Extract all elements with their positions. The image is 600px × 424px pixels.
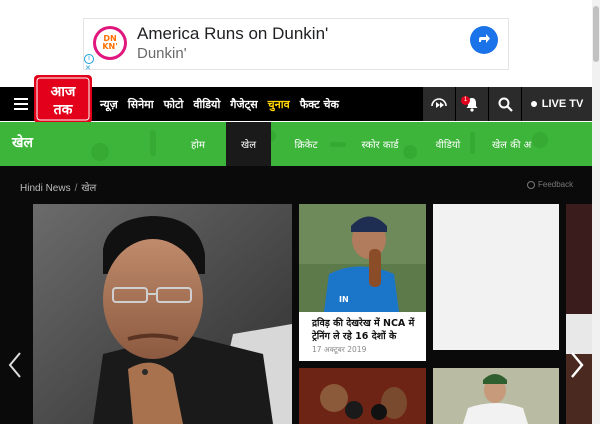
breadcrumb-home[interactable]: Hindi News [20, 183, 71, 194]
notification-badge: 1 [461, 96, 470, 105]
notifications-button[interactable] [456, 87, 488, 121]
rewind-button[interactable] [423, 87, 455, 121]
ad-info-icon[interactable]: i [84, 54, 94, 64]
sports-tab-sports[interactable]: खेल [226, 122, 271, 166]
svg-text:आज: आज [50, 84, 76, 100]
story-card-title[interactable]: द्रविड़ की देखरेख में NCA में ट्रेनिंग ले रहे 16 देशों के [312, 318, 415, 342]
nav-election[interactable]: चुनाव [267, 97, 290, 111]
feedback-icon [527, 181, 535, 189]
search-button[interactable] [489, 87, 521, 121]
sports-nav-bar [0, 122, 592, 166]
svg-text:IN: IN [339, 295, 349, 304]
carousel-next-button[interactable] [569, 351, 585, 379]
chevron-left-icon [7, 351, 23, 379]
breadcrumb-separator: / [74, 183, 78, 194]
main-header [0, 84, 600, 121]
sports-tab-home[interactable]: होम [191, 140, 205, 151]
sports-tab-video[interactable]: वीडियो [435, 140, 461, 151]
page-scrollbar[interactable] [592, 0, 600, 424]
story-card-cricket-image [433, 368, 559, 424]
nav-fact-check[interactable]: फैक्ट चेक [299, 97, 339, 111]
chevron-right-icon [569, 351, 585, 379]
nav-photo[interactable]: फोटो [163, 97, 184, 111]
nav-video[interactable]: वीडियो [193, 97, 221, 111]
story-card-cricket[interactable] [433, 368, 559, 424]
story-card-partial[interactable] [566, 204, 592, 424]
nav-gadgets[interactable]: गैजेट्स [230, 97, 258, 111]
rewind-icon [430, 97, 448, 111]
ad-title[interactable]: America Runs on Dunkin' [137, 24, 329, 43]
sports-tab-scorecard[interactable]: स्कोर कार्ड [361, 140, 399, 151]
live-tv-button[interactable] [522, 87, 592, 121]
live-tv-label: LIVE TV [541, 98, 584, 110]
ad-close-icon[interactable]: ✕ [85, 65, 91, 72]
story-card-partial-image [566, 204, 592, 424]
live-dot-icon [531, 101, 537, 107]
carousel-prev-button[interactable] [7, 351, 23, 379]
sports-section-title: खेल [12, 135, 33, 151]
search-icon [498, 97, 513, 112]
breadcrumb-current: खेल [81, 183, 97, 194]
svg-text:तक: तक [53, 102, 73, 118]
breadcrumb [20, 180, 96, 194]
ad-go-button[interactable] [470, 26, 498, 54]
story-card-boxing-image [299, 368, 426, 424]
story-card-placeholder[interactable] [433, 204, 559, 350]
feedback-link[interactable]: Feedback [527, 180, 573, 189]
aaj-tak-logo[interactable] [33, 73, 93, 125]
ad-banner[interactable] [83, 18, 509, 70]
ad-advertiser: Dunkin' [137, 45, 187, 62]
main-nav [100, 87, 349, 121]
hero-story-image[interactable] [33, 204, 292, 424]
arrow-icon [477, 33, 491, 47]
nav-news[interactable]: न्यूज़ [100, 97, 118, 111]
content-area [0, 166, 592, 424]
nav-cinema[interactable]: सिनेमा [127, 97, 154, 111]
story-card-image [299, 204, 426, 312]
sports-tab-more[interactable]: खेल की अ [492, 140, 532, 151]
page-scrollbar-thumb[interactable] [593, 6, 599, 62]
sports-tab-cricket[interactable]: क्रिकेट [294, 140, 318, 151]
story-card[interactable] [299, 204, 426, 361]
story-card-boxing[interactable] [299, 368, 426, 424]
story-card-date: 17 अक्टूबर 2019 [312, 345, 367, 354]
dunkin-logo: DN KN' [93, 26, 127, 60]
hamburger-icon[interactable] [14, 98, 28, 110]
